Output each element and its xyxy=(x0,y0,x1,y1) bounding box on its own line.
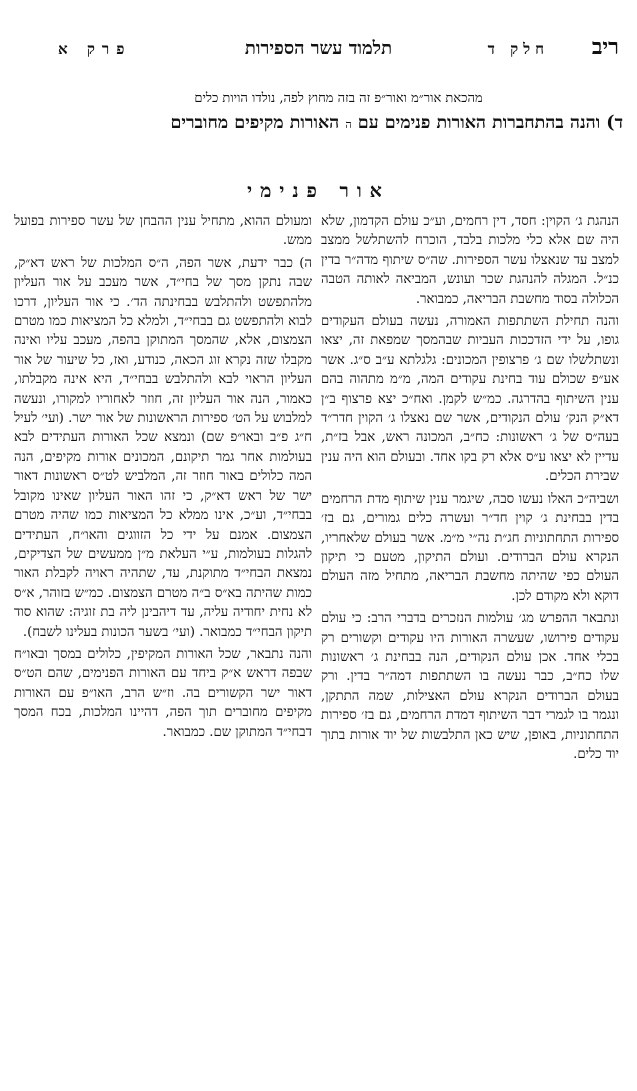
section-title: אור פנימי xyxy=(247,180,390,202)
left-column xyxy=(14,212,312,1072)
running-header xyxy=(18,32,619,62)
book-title: תלמוד עשר הספירות xyxy=(244,38,393,59)
paragraph: ומעולם ההוא, מתחיל ענין ההבחן של עשר ספירות בפועל ממש. xyxy=(14,214,312,249)
heading-note-mark: ה xyxy=(345,118,352,131)
paragraph: ושביה״כ האלו נעשו סבה, שיגמר ענין שיתוף מדת הרחמים בדין בבחינת ג׳ קוין חד״ר ועשרה כלים גמורים, גם בז׳ ספירות התחתוניות חג״ת נה״י מ״מ. אשר בעולם שלאחריו, הנקרא עולם הברודים. ועולם התיקון, מטעם כי תיקון העולם כפי שהיתה מחשבת הבריאה, מתחיל מזה העולם דוקא ולא מקודם לכן. xyxy=(321,491,619,604)
heading-text-2: האורות מקיפים מחוברים xyxy=(170,113,340,133)
paragraph: ונתבאר ההפרש מג׳ עולמות הנזכרים בדברי הרב: כי עולם עקודים פירושו, שעשרה האורות היו עקודים וקשורים רק בכלי אחד. אכן עולם הנקודים, הנה בבחינת ג׳ ראשונות שלו כח״ב, כבר נעשה בו השתתפות דמה״ר בדין. ורק בעולם הברודים הנקרא עולם האצילות, שמה התתקן, ונגמר בו לגמרי דבר השיתוף דמדת הרחמים, גם בז׳ ספירות התחתוניות, באופן, שיש כאן התלבשות של יוד אורות בתוך יוד כלים. xyxy=(321,611,619,762)
heading-number: ד) xyxy=(606,113,623,133)
main-heading xyxy=(14,112,623,133)
section-label: חלק ד xyxy=(487,40,549,58)
page-number: ריב xyxy=(591,34,619,60)
paragraph: והנה תחילת השתתפות האמורה, נעשה בעולם העקודים גופו, על ידי הזדככות העביות שבהמסך שמפאת זה, יצאו ונשתלשלו שם ג׳ פרצופין המכונים: גלגלתא ע״ב ס״ג. אשר אע״פ שכולם עוד בחינת עקודים המה, מ״מ מתהוה בהם ענין השיתוף בהדרגה. כמ״ש לקמן. ואח״כ יצא פרצוף ב״ן דא״ק הנק׳ עולם הנקודים, אשר שם נאצלו ג׳ הקוין חדר״ד בעה״ס של ג׳ ראשונות: כח״ב, המכונה ראש, אבל בז״ת, עדיין לא יצאו ע״ס אלא רק בקו אחד. ובעולם הוא היה ענין שבירת הכלים. xyxy=(321,314,619,485)
chapter-label: פרק א xyxy=(58,40,132,58)
marginal-note: מהכאת אור״מ ואור״פ זה בזה מחוץ לפה, נולדו הויות כלים xyxy=(194,91,483,106)
heading-text-1: והנה בהתחברות האורות פנימים עם xyxy=(357,113,601,133)
paragraph: והנה נתבאר, שכל האורות המקיפין, כלולים במסך ובאו״ח שבפה דראש א״ק ביחד עם האורות הפנימים, שהם הט״ס דאור ישר הקשורים בה. וז״ש הרב, האו״פ עם האורות מקיפים מחוברים תוך הפה, דהיינו המלכות, בכח המסך דבחי״ד המתוקן שם. כמבואר. xyxy=(14,646,312,740)
paragraph: ה) כבר ידעת, אשר הפה, ה״ס המלכות של ראש דא״ק, שבה נתקן מסך של בחי״ד, אשר מעכב על אור העליון מלהתפשט ולהתלבש בבחינתה הד׳. כי אור העליון, דרכו לבוא ולהתפשט גם בבחי״ד, ולמלא כל המציאות כמו מטרם הצמצום, אלא, שהמסך המתוקן בהפה, מעכב עליו ואינה מקבלו שזה נקרא זוג הכאה, כנודע, ואז, כל שיעור של אור העליון הראוי לבא ולהתלבש בבחי״ד, היא אינה מקבלתו, כאמור, הנה אור העליון זה, חוזר לאחוריו למקורו, ונעשה למלבוש על הט׳ ספירות הראשונות של אור ישר. (ועי׳ לעיל ח״ג פ״ב ובאו״פ שם) ונמצא שכל האורות העתידים לבא בעולמות אחר גמר תיקונם, המכונים אורות מקיפים, הנה המה כלולים באור חוזר זה, המלביש לט״ס ראשונות דאור ישר של ראש דא״ק, כי זהו האור העליון שאינו מקובל בבחי״ד, וע״כ, אינו ממלא כל המציאות כמו שהיה מטרם הצמצום. אמנם על ידי כל הזווגים והאו״ח, העתידים להגלות בעולמות, ע״י העלאת מ״ן ממעשים של הצדיקים, נמצאת הבחי״ד מתוקנת, עד, שתהיה ראויה לקבלת האור כמות שהיתה בא״ס ב״ה מטרם הצמצום. כמ״ש בזוהר, א״ס לא נחית יחודיה עליה, עד דיהבינן ליה בת זוגיה: שהוא סוד תיקון הבחי״ד כמבואר. (ועי׳ בשער הכונות בעלינו לשבח). xyxy=(14,255,312,640)
paragraph: הנהגת ג׳ הקוין: חסד, דין רחמים, וע״כ עולם הקדמון, שלא היה שם אלא כלי מלכות בלבד, הוכרח להשתלשל ממצב למצב עד שנאצלו עשר הספירות. שה״ס שיתוף מדה״ר בדין כנ״ל. המגלה להנהגת שכר ועונש, המביאה לאותה הטבה הכלולה בסוד מחשבת הבריאה, כמבואר. xyxy=(321,214,619,307)
right-column xyxy=(321,212,619,1072)
